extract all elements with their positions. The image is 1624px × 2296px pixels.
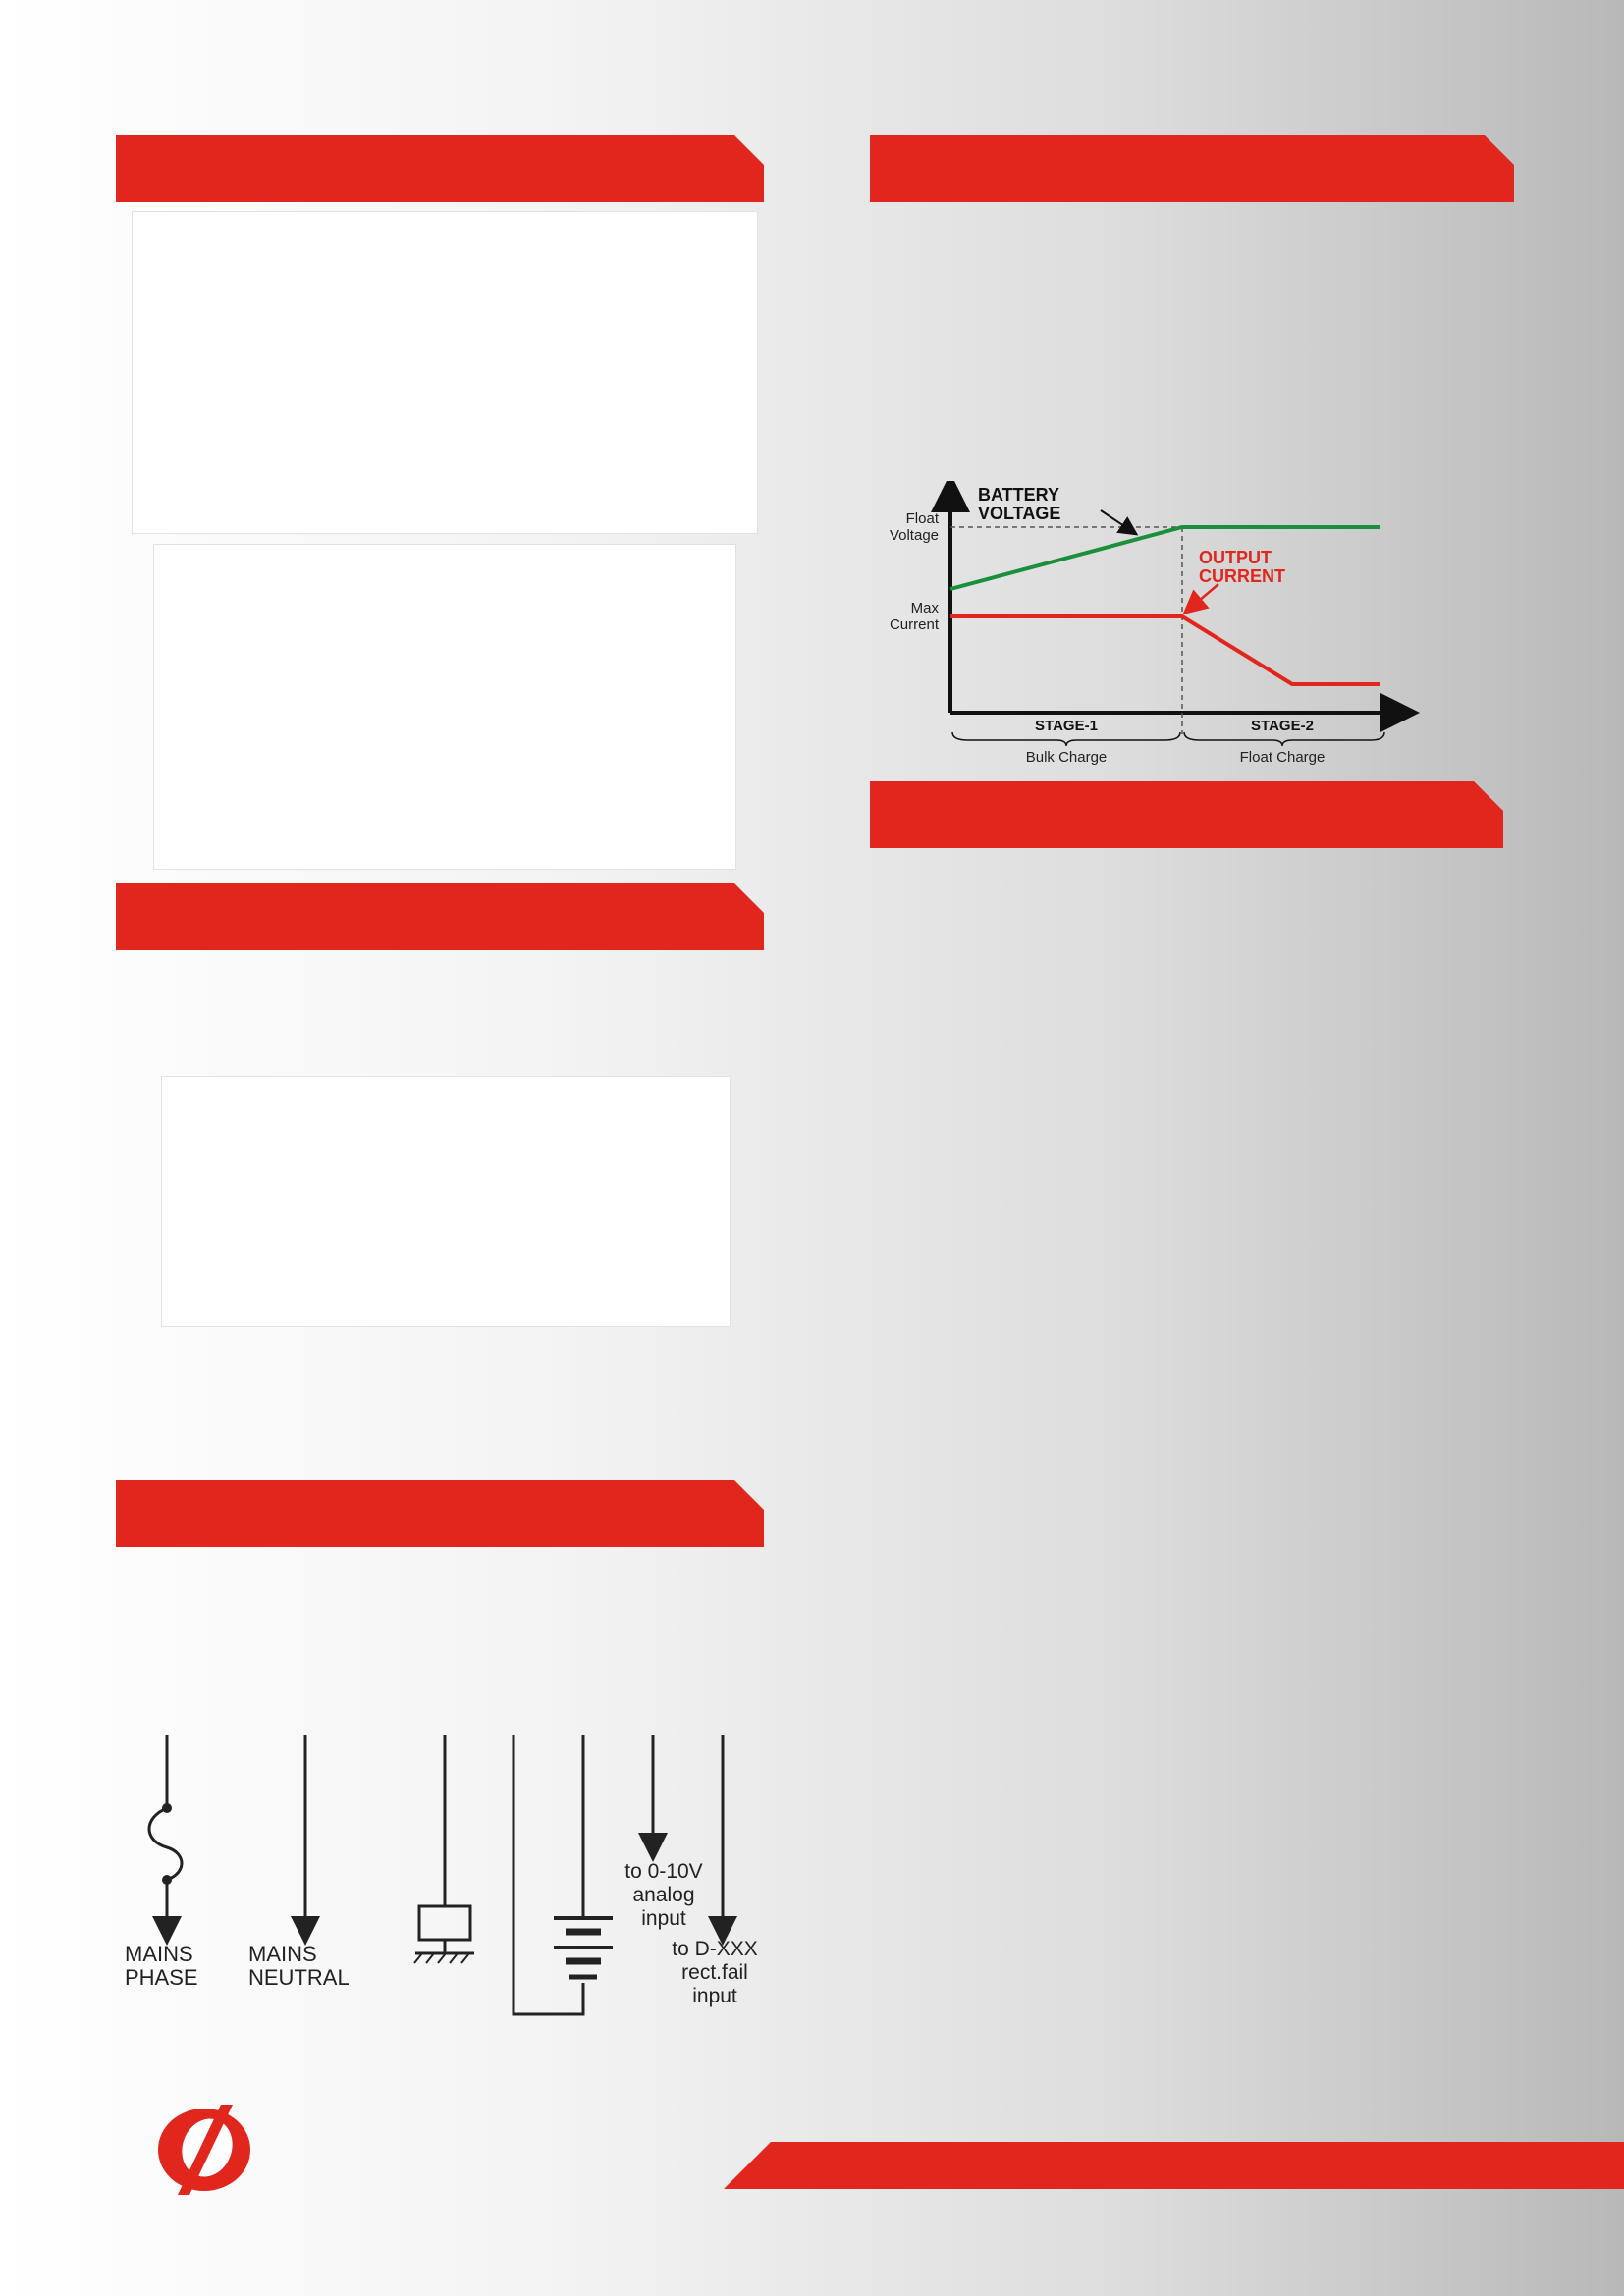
output-current-pointer [1192,584,1218,607]
efficiency-charts-banner [116,135,764,202]
mains-phase-label: MAINS [125,1942,193,1966]
battery-negative-wire [514,1735,583,2014]
connection-diagram [116,1561,803,2022]
stage1-label: STAGE-1 [1035,718,1098,734]
ground-resistor [419,1906,470,1940]
analog-label-3: input [641,1907,686,1930]
max-current-label: Max [910,600,939,616]
float-voltage-label: Float [905,510,939,527]
output-current-line [950,616,1380,684]
battery-voltage-label-2: VOLTAGE [978,504,1061,523]
bulk-charge-label: Bulk Charge [1025,749,1108,766]
derating-chart-card [161,1076,731,1327]
technical-specifications-banner [870,781,1503,848]
derating-intro [116,964,784,972]
mains-neutral-label-2: NEUTRAL [248,1965,350,1990]
efficiency-current-chart [133,212,757,533]
automatic-power-derating-banner [116,883,764,950]
mains-neutral-label: MAINS [248,1942,317,1966]
rectfail-label-2: rect.fail [681,1961,748,1984]
output-current-label-2: CURRENT [1199,566,1285,586]
battery-voltage-line [950,527,1380,589]
mains-phase-label-2: PHASE [125,1965,198,1990]
footer-red-band [724,2142,1624,2189]
bulk-brace [952,732,1180,746]
efficiency-voltage-chart-card [153,544,736,870]
analog-label: to 0-10V [624,1860,703,1883]
max-current-label-2: Current [889,616,939,633]
float-charge-label: Float Charge [1239,749,1326,766]
analog-label-2: analog [632,1884,695,1906]
footer-contact [155,2219,224,2245]
battery-voltage-label: BATTERY [978,485,1059,505]
efficiency-current-chart-card [132,211,758,534]
rectfail-label-3: input [692,1985,737,2007]
derating-chart [162,1077,730,1326]
output-current-label: OUTPUT [1199,548,1272,567]
stage2-label: STAGE-2 [1251,718,1314,734]
efficiency-voltage-chart [154,545,735,869]
float-brace [1184,732,1384,746]
fuse-node-top [162,1803,172,1813]
fuse-symbol [149,1808,182,1880]
charging-diagram [870,481,1420,775]
two-stage-charging-banner [870,135,1514,202]
rectfail-label: to D-XXX [672,1938,758,1960]
datakom-logo-icon [152,2103,260,2197]
connection-diagram-banner [116,1480,764,1547]
float-voltage-label-2: Voltage [889,527,939,544]
